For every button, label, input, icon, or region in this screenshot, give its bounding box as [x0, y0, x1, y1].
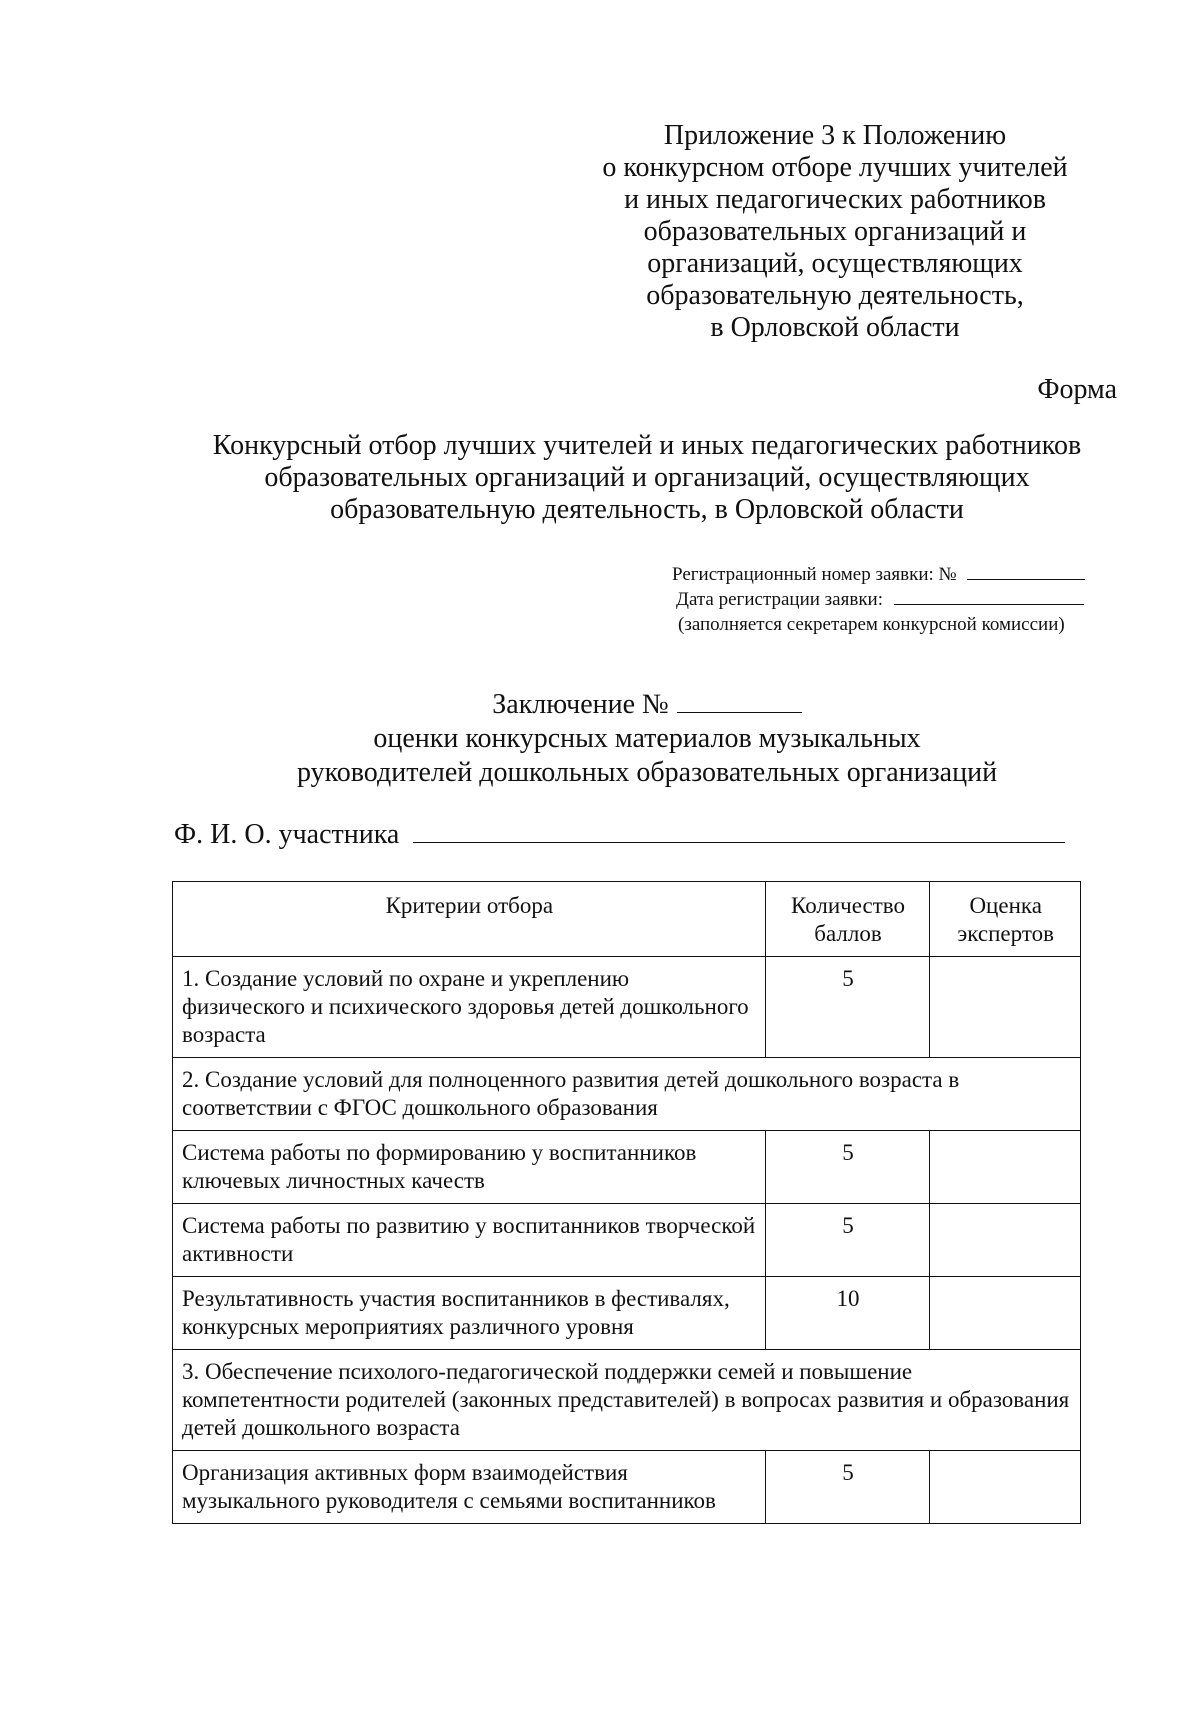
expert-score-cell[interactable]	[930, 1131, 1081, 1204]
criterion-cell: Система работы по развитию у воспитанников творческой активности	[173, 1204, 766, 1277]
appendix-line: и иных педагогических работников	[624, 184, 1046, 215]
appendix-header	[600, 120, 1070, 344]
conclusion-title-line	[120, 688, 1174, 722]
contest-title-line: образовательную деятельность, в Орловской области	[330, 494, 964, 525]
criteria-table-body	[173, 957, 1081, 1524]
registration-date-field[interactable]	[894, 603, 1084, 605]
table-section-row	[173, 1350, 1081, 1451]
registration-block	[672, 562, 1085, 637]
criterion-cell: 1. Создание условий по охране и укреплению физического и психического здоровья детей дошкольного возраста	[173, 957, 766, 1058]
table-row	[173, 1131, 1081, 1204]
table-row	[173, 1204, 1081, 1277]
registration-date-line	[672, 587, 1085, 612]
criterion-cell: Результативность участия воспитанников в фестивалях, конкурсных мероприятиях различного уровня	[173, 1277, 766, 1350]
registration-number-label: Регистрационный номер заявки: №	[672, 564, 957, 585]
header-experts: Оценка экспертов	[930, 882, 1081, 957]
appendix-line: образовательную деятельность,	[646, 280, 1024, 311]
table-row	[173, 1277, 1081, 1350]
contest-title-line: образовательных организаций и организаций, осуществляющих	[264, 462, 1030, 493]
expert-score-cell[interactable]	[930, 1277, 1081, 1350]
header-criteria: Критерии отбора	[173, 882, 766, 957]
registration-date-label: Дата регистрации заявки:	[676, 589, 883, 610]
participant-label: Ф. И. О. участника	[174, 819, 400, 850]
participant-line	[174, 818, 1065, 852]
expert-score-cell[interactable]	[930, 957, 1081, 1058]
section-title: 2. Создание условий для полноценного развития детей дошкольного возраста в соответствии с ФГОС дошкольного образования	[173, 1058, 1081, 1131]
participant-name-field[interactable]	[413, 841, 1065, 843]
appendix-line: образовательных организаций и	[643, 216, 1027, 247]
points-cell: 5	[765, 1131, 930, 1204]
points-cell: 10	[765, 1277, 930, 1350]
appendix-line: о конкурсном отборе лучших учителей	[602, 152, 1068, 183]
form-label: Форма	[1037, 374, 1117, 405]
contest-title-line: Конкурсный отбор лучших учителей и иных педагогических работников	[212, 430, 1082, 461]
criterion-cell: Система работы по формированию у воспитанников ключевых личностных качеств	[173, 1131, 766, 1204]
table-section-row	[173, 1058, 1081, 1131]
conclusion-subtitle: оценки конкурсных материалов музыкальных	[373, 723, 921, 754]
table-row	[173, 1451, 1081, 1524]
appendix-line: Приложение 3 к Положению	[663, 120, 1007, 151]
points-cell: 5	[765, 1204, 930, 1277]
conclusion-subtitle: руководителей дошкольных образовательных организаций	[296, 757, 998, 788]
expert-score-cell[interactable]	[930, 1451, 1081, 1524]
table-row	[173, 957, 1081, 1058]
table-header-row	[173, 882, 1081, 957]
points-cell: 5	[765, 957, 930, 1058]
conclusion-number-field[interactable]	[677, 711, 802, 713]
registration-note: (заполняется секретарем конкурсной комиссии)	[678, 614, 1065, 635]
appendix-line: организаций, осуществляющих	[647, 248, 1023, 279]
expert-score-cell[interactable]	[930, 1204, 1081, 1277]
section-title: 3. Обеспечение психолого-педагогической поддержки семей и повышение компетентности родителей (законных представителей) в вопросах развития и образования детей дошкольного возраста	[173, 1350, 1081, 1451]
registration-number-field[interactable]	[967, 578, 1085, 580]
conclusion-heading	[120, 688, 1174, 790]
contest-title	[120, 430, 1174, 526]
header-points: Количество баллов	[765, 882, 930, 957]
registration-number-line	[672, 562, 1085, 587]
appendix-line: в Орловской области	[710, 312, 960, 343]
criterion-cell: Организация активных форм взаимодействия музыкального руководителя с семьями воспитанников	[173, 1451, 766, 1524]
criteria-table	[172, 881, 1081, 1524]
conclusion-title: Заключение №	[492, 689, 669, 720]
points-cell: 5	[765, 1451, 930, 1524]
